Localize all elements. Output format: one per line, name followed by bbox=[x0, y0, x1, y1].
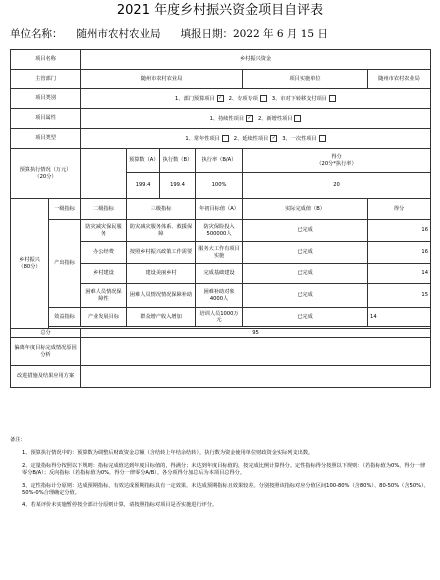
perf-row-score: 16 bbox=[368, 220, 431, 242]
checkbox-checked-icon[interactable] bbox=[246, 115, 253, 122]
perf-row-actual: 已完成 bbox=[243, 308, 368, 327]
perf-row-target: 培训人员1000万元 bbox=[196, 308, 243, 327]
perf-row-l3: 建设美丽乡村 bbox=[127, 264, 196, 284]
category-option-2: 2、专项专项 bbox=[228, 95, 258, 102]
funds-exec-header: 执行数（B） bbox=[160, 149, 196, 173]
table-row bbox=[11, 220, 431, 242]
improvement-value bbox=[81, 366, 431, 388]
project-name-label: 项目名称 bbox=[11, 50, 81, 70]
deviation-value bbox=[81, 338, 431, 366]
row-department bbox=[11, 70, 431, 89]
perf-row-l2: 困难人员情况保障性 bbox=[81, 284, 127, 308]
notes-heading: 备注： bbox=[10, 437, 26, 443]
type-option-3: 3、一次性项目 bbox=[282, 135, 317, 142]
project-name-value: 乡村振兴资金 bbox=[81, 50, 431, 70]
perf-l1-header: 一级指标 bbox=[49, 199, 81, 220]
funds-label: 预算执行情况（万元） （20分） bbox=[11, 149, 81, 199]
perf-row-score: 14 bbox=[368, 308, 431, 327]
perf-row-actual: 已完成 bbox=[243, 264, 368, 284]
note-1: 1、预算执行情况中的：预算数为调整后财政资金总额（含结转上年结余结转），执行数为资金使用单位财政资金实际列支出数。 bbox=[22, 450, 314, 457]
unit-value: 随州市农村农业局 bbox=[76, 28, 161, 40]
funds-rate-header: 执行率（B/A） bbox=[196, 149, 243, 173]
row-total bbox=[11, 329, 431, 338]
perf-row-l3: 按照乡村振兴政策工作需要 bbox=[127, 242, 196, 264]
perf-row-target: 服务大工作有项目实施 bbox=[196, 242, 243, 264]
checkbox-icon[interactable] bbox=[319, 135, 326, 142]
notes-section bbox=[10, 437, 430, 515]
total-value: 95 bbox=[81, 329, 431, 338]
perf-row-l2: 防灾减灾保民服务 bbox=[81, 220, 127, 242]
funds-budget-value: 199.4 bbox=[127, 173, 160, 199]
unit-label: 单位名称： bbox=[10, 28, 63, 40]
exec-unit-label: 项目实施单位 bbox=[243, 70, 368, 89]
funds-exec-value: 199.4 bbox=[160, 173, 196, 199]
output-indicator-label: 产出指标 bbox=[49, 220, 81, 308]
category-option-3: 3、市对下转移支付项目 bbox=[271, 95, 327, 102]
self-evaluation-table bbox=[10, 49, 431, 388]
perf-l2-header: 二级指标 bbox=[81, 199, 127, 220]
perf-l3-header: 三级指标 bbox=[127, 199, 196, 220]
table-row bbox=[11, 308, 431, 327]
checkbox-checked-icon[interactable] bbox=[270, 135, 277, 142]
checkbox-checked-icon[interactable] bbox=[217, 95, 224, 102]
perf-row-l3: 防灾减灾服务体系、救援保障 bbox=[127, 220, 196, 242]
perf-row-actual: 已完成 bbox=[243, 242, 368, 264]
row-perf-header bbox=[11, 199, 431, 220]
perf-row-l2: 产业发展目标 bbox=[81, 308, 127, 327]
perf-row-score: 15 bbox=[368, 284, 431, 308]
funds-budget-header: 预算数（A） bbox=[127, 149, 160, 173]
row-project-name bbox=[11, 50, 431, 70]
dept-value: 随州市农村农业局 bbox=[81, 70, 243, 89]
category-options bbox=[81, 89, 431, 109]
page-title: 2021 年度乡村振兴资金项目自评表 bbox=[116, 3, 324, 18]
type-option-2: 2、延续性项目 bbox=[233, 135, 269, 142]
row-type bbox=[11, 129, 431, 149]
row-funds-header bbox=[11, 149, 431, 173]
perf-row-l2: 办公经费 bbox=[81, 242, 127, 264]
perf-score-header: 得分 bbox=[368, 199, 431, 220]
row-category bbox=[11, 89, 431, 109]
funds-rate-value: 100% bbox=[196, 173, 243, 199]
category-label: 项目类别 bbox=[11, 89, 81, 109]
type-options bbox=[81, 129, 431, 149]
total-label: 总分 bbox=[11, 329, 81, 338]
type-label: 项目类型 bbox=[11, 129, 81, 149]
date-label: 填报日期： bbox=[180, 28, 233, 40]
perf-row-actual: 已完成 bbox=[243, 220, 368, 242]
perf-row-l3: 群众增产收入增加 bbox=[127, 308, 196, 327]
perf-row-actual: 已完成 bbox=[243, 284, 368, 308]
note-2: 2、定量指标得分按照以下规则：指标完成值达到年度目标值的，得满分；未达到年度目标值的，按完成比例计算得分。定性指标得分按照以下规则：（若指标值为0%，得分一律零分B/A）；反向指标（若指标值为0%，得分一律零分A/B）。各分项得分加总后为本项目总得分。 bbox=[22, 462, 426, 477]
funds-score-value: 20 bbox=[243, 173, 431, 199]
funds-spacer bbox=[81, 149, 127, 199]
deviation-label: 偏离年度目标完成情况原因分析 bbox=[11, 338, 81, 366]
note-4: 4、若某评价未实施暂停按全部计分原则计算，请按照指标对项目是否实施进行评分。 bbox=[22, 502, 218, 509]
perf-row-target: 防灾保险投入500000人 bbox=[196, 220, 243, 242]
date-value: 2022 年 6 月 15 日 bbox=[233, 28, 328, 40]
row-deviation-analysis bbox=[11, 338, 431, 366]
row-attribute bbox=[11, 109, 431, 129]
perf-row-target: 完成基础建设 bbox=[196, 264, 243, 284]
checkbox-icon[interactable] bbox=[260, 95, 267, 102]
checkbox-icon[interactable] bbox=[294, 115, 301, 122]
effect-indicator-label: 效益指标 bbox=[49, 308, 81, 327]
perf-section-label: 乡村振兴 （80分） bbox=[11, 199, 49, 329]
improvement-label: 改进措施及结果应用方案 bbox=[11, 366, 81, 388]
note-3: 3、定性指标计分原则：达成预期指标，有效达成预期指标具有一定效果，未达成预期指标且效果较差。分别按照该指标对应分值区间100-80%（含80%）、80-50%（含50%）、50%-0%合理确定分值。 bbox=[22, 482, 429, 497]
attribute-label: 项目属性 bbox=[11, 109, 81, 129]
row-improvement bbox=[11, 366, 431, 388]
attribute-options bbox=[81, 109, 431, 129]
type-option-1: 1、常年性项目 bbox=[185, 135, 220, 142]
funds-score-header: 得分 （20分*执行率） bbox=[243, 149, 431, 173]
exec-unit-value: 随州市农村农业局 bbox=[368, 70, 431, 89]
category-option-1: 1、部门预算项目 bbox=[175, 95, 215, 102]
checkbox-icon[interactable] bbox=[222, 135, 229, 142]
perf-row-l3: 困难人员情况情况保障补助 bbox=[127, 284, 196, 308]
perf-target-header: 年初目标值（A） bbox=[196, 199, 243, 220]
perf-row-score: 16 bbox=[368, 242, 431, 264]
perf-row-target: 困难补助对象4000人 bbox=[196, 284, 243, 308]
unit-line bbox=[10, 27, 430, 41]
attribute-option-2: 2、新增性项目 bbox=[258, 115, 293, 122]
perf-row-score: 14 bbox=[368, 264, 431, 284]
perf-row-l2: 乡村建设 bbox=[81, 264, 127, 284]
perf-actual-header: 实际完成值（B） bbox=[243, 199, 368, 220]
checkbox-icon[interactable] bbox=[329, 95, 336, 102]
attribute-option-1: 1、持续性项目 bbox=[209, 115, 245, 122]
dept-label: 主管部门 bbox=[11, 70, 81, 89]
